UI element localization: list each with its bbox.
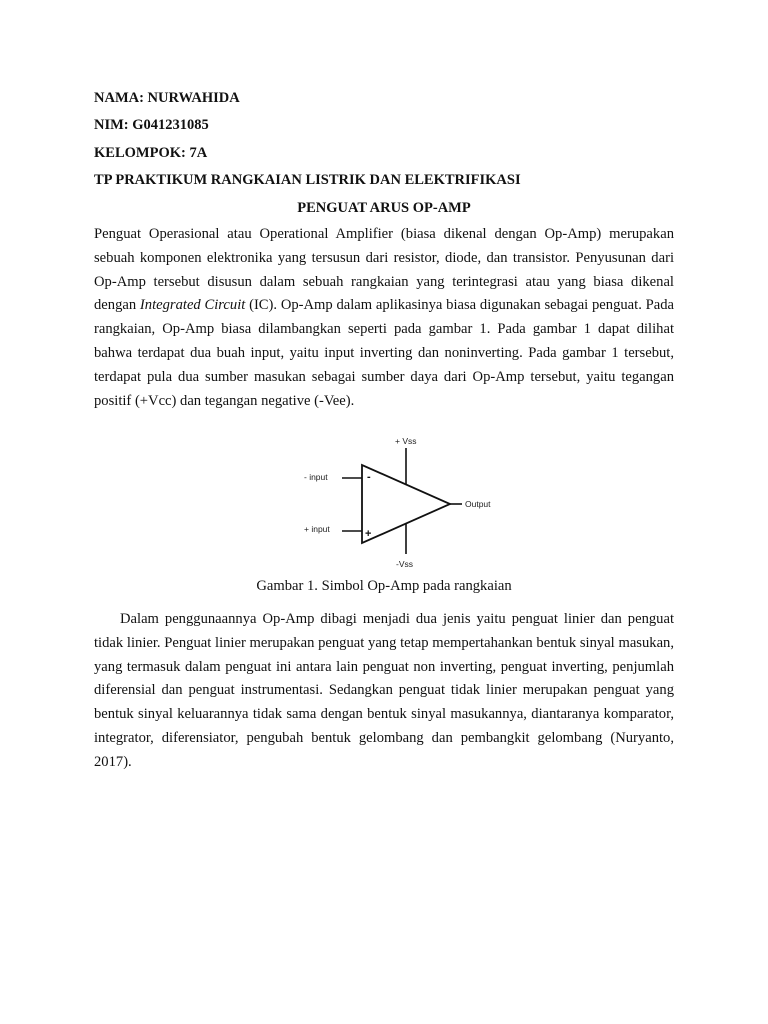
- noninverting-sign: +: [365, 528, 372, 540]
- paragraph-types: Dalam penggunaannya Op-Amp dibagi menjadi dua jenis yaitu penguat linier dan penguat tidak linier. Penguat linier merupakan penguat yang tetap mempertahankan bentuk sinyal masukan, yang termasuk dalam penguat ini antara lain penguat non inverting, penguat inverting, penjumlah diferensial dan penguat instrumentasi. Sedangkan penguat tidak linier merupakan penguat yang bentuk sinyal keluarannya tidak sama dengan bentuk sinyal masukannya, diantaranya komparator, integrator, diferensiator, pengubah bentuk gelombang dan pembangkit gelombang (Nuryanto, 2017).: [94, 611, 674, 770]
- negative-supply-label: -Vss: [396, 559, 413, 569]
- paragraph-intro-part2: (IC). Op-Amp dalam aplikasinya biasa digunakan sebagai penguat. Pada rangkaian, Op-Amp biasa dilambangkan seperti pada gambar 1. Pada gambar 1 dapat dilihat bahwa terdapat dua buah input, yaitu input inverting dan noninverting. Pada gambar 1 tersebut, terdapat pula dua sumber masukan sebagai sumber daya dari Op-Amp tersebut, yaitu tegangan positif (+Vcc) dan tegangan negative (-Vee).: [94, 297, 675, 409]
- group-number: KELOMPOK: 7A: [94, 145, 208, 161]
- inverting-input-label: - input: [304, 472, 328, 482]
- figure-caption: Gambar 1. Simbol Op-Amp pada rangkaian: [256, 578, 512, 594]
- output-label: Output: [465, 499, 491, 509]
- paragraph-intro-part1: Penguat Operasional atau Operational Amplifier (biasa dikenal dengan Op-Amp) merupakan sebuah komponen elektronika yang tersusun dari resistor, diode, dan transistor. Penyusunan dari Op-Amp tersebut disusun dalam sebuah rangkaian yang terintegrasi atau yang biasa dikenal dengan: [94, 226, 674, 314]
- positive-supply-label: + Vss: [395, 436, 417, 446]
- paragraph-intro: [94, 223, 674, 413]
- course-title: TP PRAKTIKUM RANGKAIAN LISTRIK DAN ELEKTRIFIKASI: [94, 172, 521, 188]
- student-name: NAMA: NURWAHIDA: [94, 90, 240, 106]
- op-amp-symbol-diagram: [296, 432, 496, 572]
- document-title: PENGUAT ARUS OP-AMP: [297, 200, 471, 216]
- inverting-sign: -: [367, 471, 371, 483]
- paragraph-intro-italic: Integrated Circuit: [139, 297, 246, 314]
- student-nim: NIM: G041231085: [94, 117, 209, 133]
- noninverting-input-label: + input: [304, 524, 330, 534]
- op-amp-figure: [296, 432, 496, 572]
